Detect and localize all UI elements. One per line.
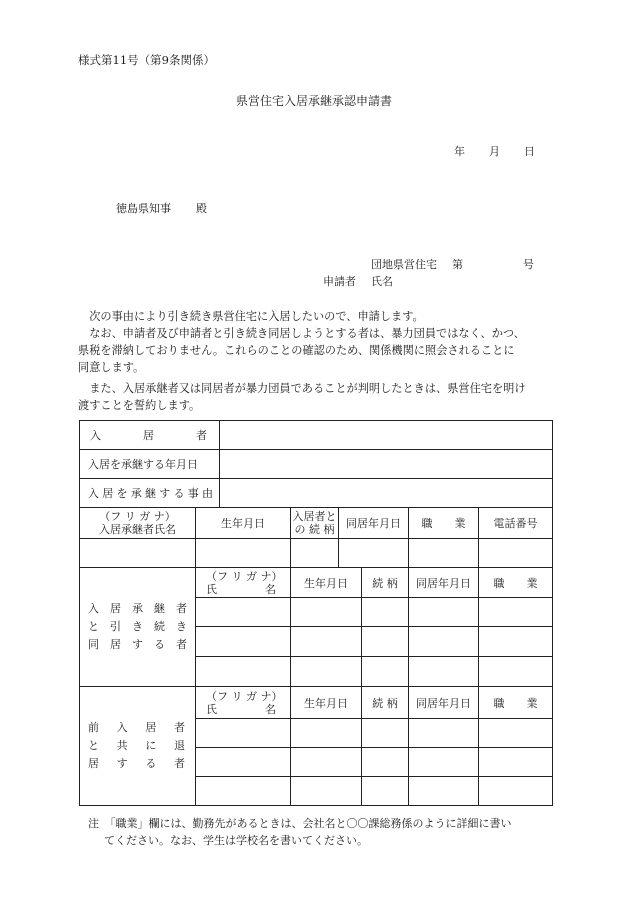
- former-name-field[interactable]: [196, 748, 291, 777]
- succession-date-field[interactable]: [220, 450, 553, 479]
- application-table: [79, 420, 553, 806]
- cohabitants-name-header: （フ リ ガ ナ） 氏 名: [196, 568, 291, 598]
- heir-data-row: [80, 539, 553, 568]
- cohabitant-name-field[interactable]: [196, 627, 291, 657]
- cohabitants-birth-header: 生年月日: [291, 568, 362, 598]
- body-paragraph-2-line-3: 同意します。: [78, 361, 145, 374]
- body-paragraph-3-line-2: 渡すことを誓約します。: [78, 399, 201, 412]
- form-number: 様式第11号（第9条関係）: [78, 53, 215, 67]
- cohabitants-label: 入 居 承 継 者 と 引 き 続 き 同 居 す る 者: [80, 568, 196, 687]
- applicant-name-label: 氏名: [371, 275, 393, 288]
- cohabitant-birth-field[interactable]: [291, 657, 362, 687]
- former-name-field[interactable]: [196, 777, 291, 806]
- cohabitants-header-row: [80, 568, 553, 598]
- former-occupation-header: 職 業: [479, 687, 553, 719]
- heir-name-field[interactable]: [80, 539, 196, 568]
- cohabitant-occupation-field[interactable]: [479, 627, 553, 657]
- note-line-1: 注 「職業」欄には、勤務先があるときは、会社名と〇〇課総務係のように詳細に書い: [88, 817, 512, 830]
- heir-phone-header: 電話番号: [479, 508, 553, 539]
- former-relation-header: 続 柄: [362, 687, 409, 719]
- cohabitant-name-field[interactable]: [196, 598, 291, 627]
- body-paragraph-3-line-1: また、入居承継者又は同居者が暴力団員であることが判明したときは、県営住宅を明け: [78, 382, 526, 395]
- heir-birth-header: 生年月日: [196, 508, 291, 539]
- form-title: 県営住宅入居承継承認申請書: [236, 94, 393, 108]
- cohabitant-occupation-field[interactable]: [479, 657, 553, 687]
- housing-label: 団地県営住宅: [371, 258, 437, 271]
- cohabitants-cohabit-header: 同居年月日: [409, 568, 479, 598]
- heir-occupation-field[interactable]: [409, 539, 479, 568]
- cohabitants-relation-header: 続 柄: [362, 568, 409, 598]
- note-line-2: てください。なお、学生は学校名を書いてください。: [104, 834, 368, 847]
- date-day: 日: [524, 145, 535, 158]
- cohabitant-occupation-field[interactable]: [479, 598, 553, 627]
- heir-birth-field[interactable]: [196, 539, 291, 568]
- cohabitant-relation-field[interactable]: [362, 657, 409, 687]
- applicant-label: 申請者: [323, 275, 356, 288]
- cohabitant-relation-field[interactable]: [362, 598, 409, 627]
- housing-go: 号: [523, 258, 534, 271]
- cohabitant-cohabit-field[interactable]: [409, 627, 479, 657]
- succession-reason-row: [80, 479, 553, 508]
- former-occupation-field[interactable]: [479, 719, 553, 748]
- former-header-row: [80, 687, 553, 719]
- cohabitant-name-field[interactable]: [196, 657, 291, 687]
- succession-reason-field[interactable]: [220, 479, 553, 508]
- addressee-honorific: 殿: [196, 202, 207, 215]
- cohabitant-birth-field[interactable]: [291, 627, 362, 657]
- former-birth-header: 生年月日: [291, 687, 362, 719]
- housing-dai: 第: [452, 258, 463, 271]
- former-birth-field[interactable]: [291, 777, 362, 806]
- former-cohabit-header: 同居年月日: [409, 687, 479, 719]
- former-cohabit-field[interactable]: [409, 719, 479, 748]
- former-birth-field[interactable]: [291, 719, 362, 748]
- heir-cohabit-field[interactable]: [339, 539, 409, 568]
- cohabitants-occupation-header: 職 業: [479, 568, 553, 598]
- date-month: 月: [489, 145, 500, 158]
- addressee: 徳島県知事: [116, 202, 171, 215]
- cohabitant-cohabit-field[interactable]: [409, 657, 479, 687]
- cohabitant-birth-field[interactable]: [291, 598, 362, 627]
- heir-relation-header: 入居者と の 続 柄: [291, 508, 339, 539]
- former-relation-field[interactable]: [362, 719, 409, 748]
- occupant-field[interactable]: [220, 421, 553, 450]
- former-relation-field[interactable]: [362, 777, 409, 806]
- heir-phone-field[interactable]: [479, 539, 553, 568]
- former-name-header: （フ リ ガ ナ） 氏 名: [196, 687, 291, 719]
- former-cohabit-field[interactable]: [409, 777, 479, 806]
- former-birth-field[interactable]: [291, 748, 362, 777]
- heir-cohabit-header: 同居年月日: [339, 508, 409, 539]
- date-year: 年: [454, 145, 465, 158]
- former-name-field[interactable]: [196, 719, 291, 748]
- heir-name-header: （フ リ ガ ナ） 入居承継者氏名: [80, 508, 196, 539]
- heir-relation-field[interactable]: [291, 539, 339, 568]
- former-occupation-field[interactable]: [479, 748, 553, 777]
- heir-header-row: [80, 508, 553, 539]
- body-paragraph-2-line-2: 県税を滞納しておりません。これらのことの確認のため、関係機関に照会されることに: [78, 344, 515, 357]
- heir-occupation-header: 職 業: [409, 508, 479, 539]
- former-cohabit-field[interactable]: [409, 748, 479, 777]
- former-label: 前 入 居 者 と 共 に 退 居 す る 者: [80, 687, 196, 806]
- occupant-row: [80, 421, 553, 450]
- succession-reason-label: 入 居 を 承 継 す る 事 由: [80, 479, 220, 508]
- cohabitant-cohabit-field[interactable]: [409, 598, 479, 627]
- cohabitant-relation-field[interactable]: [362, 627, 409, 657]
- succession-date-label: 入居を承継する年月日: [80, 450, 220, 479]
- former-relation-field[interactable]: [362, 748, 409, 777]
- former-occupation-field[interactable]: [479, 777, 553, 806]
- body-paragraph-1: 次の事由により引き続き県営住宅に入居したいので、申請します。: [78, 310, 424, 323]
- succession-date-row: [80, 450, 553, 479]
- occupant-label: 入 居 者: [80, 421, 220, 450]
- body-paragraph-2-line-1: なお、申請者及び申請者と引き続き同居しようとする者は、暴力団員ではなく、かつ、: [78, 327, 525, 340]
